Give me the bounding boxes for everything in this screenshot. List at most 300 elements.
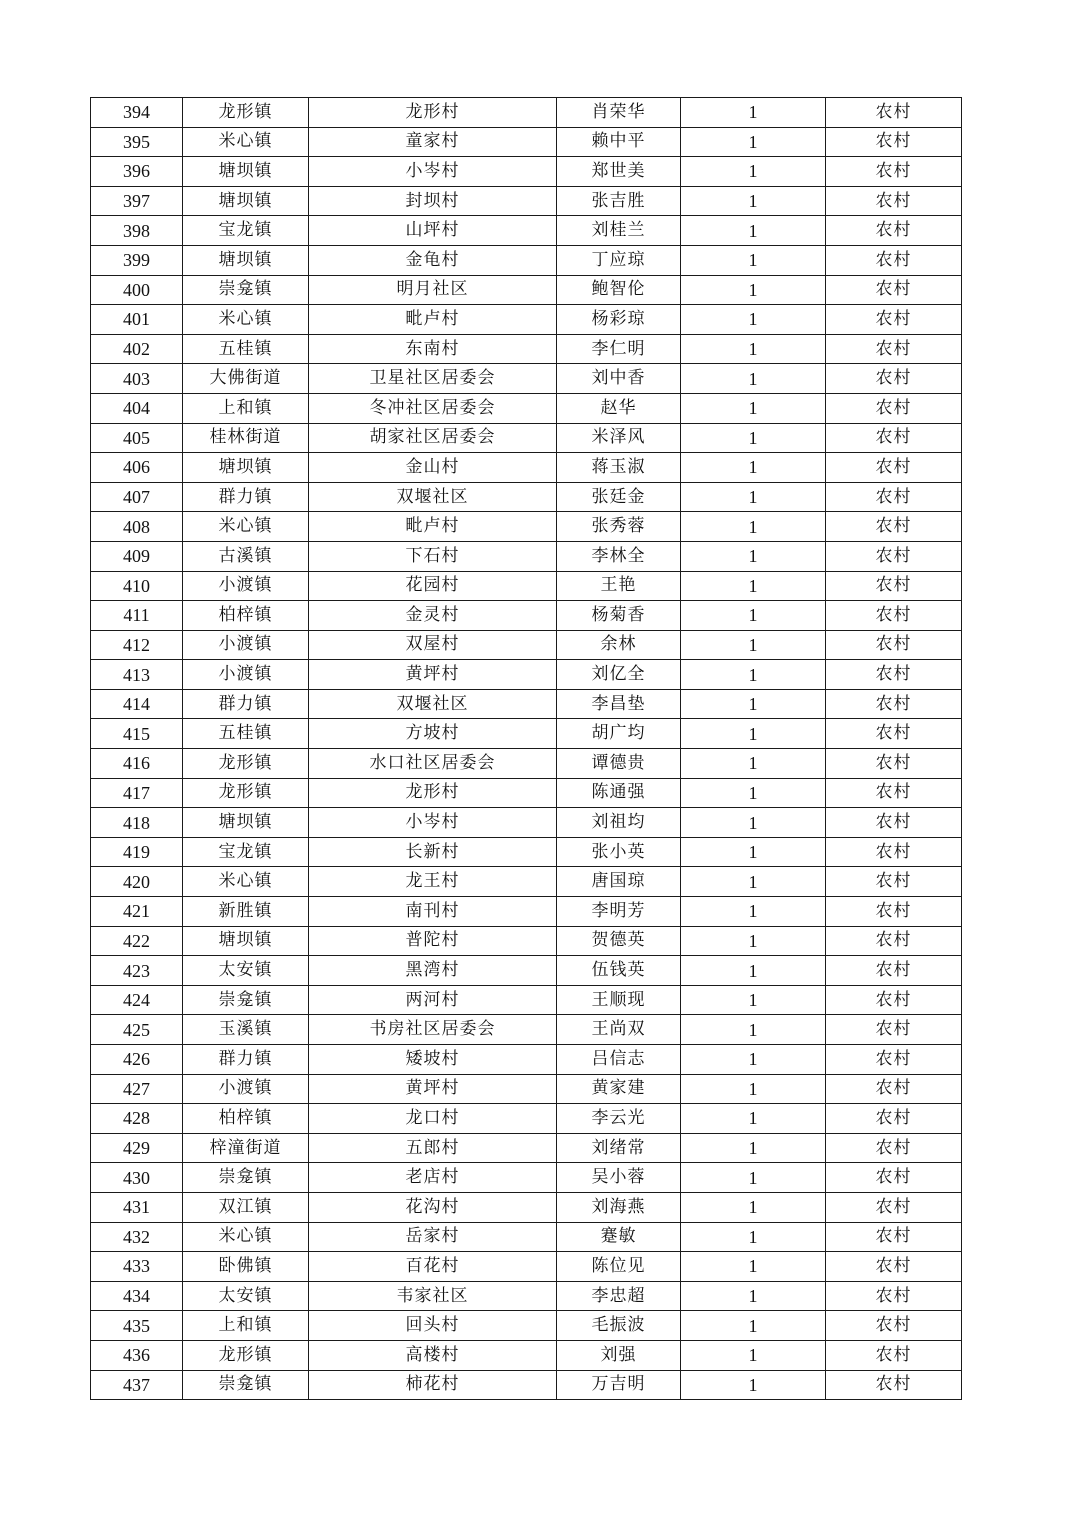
count-cell: 1: [681, 956, 826, 986]
person-name-cell: 谭德贵: [557, 749, 681, 779]
row-number-cell: 427: [91, 1074, 183, 1104]
town-cell: 崇龛镇: [183, 985, 309, 1015]
table-row: [91, 778, 962, 808]
table-row: [91, 1340, 962, 1370]
village-cell: 毗卢村: [309, 305, 557, 335]
table-row: [91, 1252, 962, 1282]
village-cell: 方坡村: [309, 719, 557, 749]
category-cell: 农村: [826, 1222, 962, 1252]
table-row: [91, 601, 962, 631]
person-name-cell: 余林: [557, 630, 681, 660]
village-cell: 百花村: [309, 1252, 557, 1282]
table-row: [91, 275, 962, 305]
village-cell: 冬冲社区居委会: [309, 393, 557, 423]
category-cell: 农村: [826, 571, 962, 601]
village-cell: 高楼村: [309, 1340, 557, 1370]
village-cell: 龙王村: [309, 867, 557, 897]
table-row: [91, 867, 962, 897]
row-number-cell: 413: [91, 660, 183, 690]
town-cell: 桂林街道: [183, 423, 309, 453]
person-name-cell: 刘祖均: [557, 808, 681, 838]
count-cell: 1: [681, 275, 826, 305]
person-name-cell: 刘亿全: [557, 660, 681, 690]
row-number-cell: 408: [91, 512, 183, 542]
roster-table: [90, 97, 962, 1400]
person-name-cell: 张秀蓉: [557, 512, 681, 542]
town-cell: 太安镇: [183, 1281, 309, 1311]
table-row: [91, 393, 962, 423]
table-row: [91, 630, 962, 660]
count-cell: 1: [681, 245, 826, 275]
row-number-cell: 417: [91, 778, 183, 808]
village-cell: 书房社区居委会: [309, 1015, 557, 1045]
person-name-cell: 胡广均: [557, 719, 681, 749]
town-cell: 柏梓镇: [183, 601, 309, 631]
category-cell: 农村: [826, 423, 962, 453]
row-number-cell: 402: [91, 334, 183, 364]
category-cell: 农村: [826, 364, 962, 394]
category-cell: 农村: [826, 98, 962, 128]
town-cell: 群力镇: [183, 1045, 309, 1075]
village-cell: 卫星社区居委会: [309, 364, 557, 394]
table-row: [91, 127, 962, 157]
row-number-cell: 400: [91, 275, 183, 305]
category-cell: 农村: [826, 305, 962, 335]
count-cell: 1: [681, 601, 826, 631]
town-cell: 米心镇: [183, 305, 309, 335]
row-number-cell: 422: [91, 926, 183, 956]
town-cell: 龙形镇: [183, 778, 309, 808]
town-cell: 卧佛镇: [183, 1252, 309, 1282]
table-row: [91, 216, 962, 246]
table-row: [91, 453, 962, 483]
town-cell: 五桂镇: [183, 719, 309, 749]
village-cell: 水口社区居委会: [309, 749, 557, 779]
table-row: [91, 897, 962, 927]
category-cell: 农村: [826, 275, 962, 305]
table-row: [91, 1104, 962, 1134]
person-name-cell: 米泽风: [557, 423, 681, 453]
row-number-cell: 403: [91, 364, 183, 394]
person-name-cell: 张小英: [557, 837, 681, 867]
village-cell: 韦家社区: [309, 1281, 557, 1311]
person-name-cell: 万吉明: [557, 1370, 681, 1400]
village-cell: 矮坡村: [309, 1045, 557, 1075]
village-cell: 黑湾村: [309, 956, 557, 986]
village-cell: 南刊村: [309, 897, 557, 927]
category-cell: 农村: [826, 1074, 962, 1104]
village-cell: 小岑村: [309, 808, 557, 838]
count-cell: 1: [681, 364, 826, 394]
category-cell: 农村: [826, 985, 962, 1015]
town-cell: 塘坝镇: [183, 926, 309, 956]
row-number-cell: 395: [91, 127, 183, 157]
table-row: [91, 334, 962, 364]
table-row: [91, 749, 962, 779]
person-name-cell: 李仁明: [557, 334, 681, 364]
count-cell: 1: [681, 1163, 826, 1193]
row-number-cell: 432: [91, 1222, 183, 1252]
town-cell: 玉溪镇: [183, 1015, 309, 1045]
row-number-cell: 405: [91, 423, 183, 453]
table-row: [91, 837, 962, 867]
category-cell: 农村: [826, 778, 962, 808]
count-cell: 1: [681, 1370, 826, 1400]
count-cell: 1: [681, 837, 826, 867]
roster-body: [91, 98, 962, 1400]
village-cell: 明月社区: [309, 275, 557, 305]
category-cell: 农村: [826, 1340, 962, 1370]
village-cell: 两河村: [309, 985, 557, 1015]
count-cell: 1: [681, 216, 826, 246]
row-number-cell: 435: [91, 1311, 183, 1341]
row-number-cell: 404: [91, 393, 183, 423]
count-cell: 1: [681, 1311, 826, 1341]
row-number-cell: 418: [91, 808, 183, 838]
town-cell: 塘坝镇: [183, 808, 309, 838]
person-name-cell: 伍钱英: [557, 956, 681, 986]
table-row: [91, 1045, 962, 1075]
category-cell: 农村: [826, 837, 962, 867]
count-cell: 1: [681, 127, 826, 157]
village-cell: 小岑村: [309, 157, 557, 187]
count-cell: 1: [681, 808, 826, 838]
count-cell: 1: [681, 423, 826, 453]
person-name-cell: 陈位见: [557, 1252, 681, 1282]
person-name-cell: 刘绪常: [557, 1133, 681, 1163]
category-cell: 农村: [826, 660, 962, 690]
count-cell: 1: [681, 867, 826, 897]
village-cell: 长新村: [309, 837, 557, 867]
person-name-cell: 毛振波: [557, 1311, 681, 1341]
count-cell: 1: [681, 985, 826, 1015]
person-name-cell: 刘桂兰: [557, 216, 681, 246]
category-cell: 农村: [826, 157, 962, 187]
village-cell: 普陀村: [309, 926, 557, 956]
village-cell: 老店村: [309, 1163, 557, 1193]
count-cell: 1: [681, 512, 826, 542]
village-cell: 岳家村: [309, 1222, 557, 1252]
person-name-cell: 刘海燕: [557, 1192, 681, 1222]
town-cell: 柏梓镇: [183, 1104, 309, 1134]
category-cell: 农村: [826, 216, 962, 246]
row-number-cell: 398: [91, 216, 183, 246]
count-cell: 1: [681, 660, 826, 690]
row-number-cell: 423: [91, 956, 183, 986]
category-cell: 农村: [826, 186, 962, 216]
town-cell: 塘坝镇: [183, 186, 309, 216]
person-name-cell: 蹇敏: [557, 1222, 681, 1252]
table-row: [91, 541, 962, 571]
category-cell: 农村: [826, 482, 962, 512]
row-number-cell: 414: [91, 689, 183, 719]
table-row: [91, 1163, 962, 1193]
count-cell: 1: [681, 157, 826, 187]
village-cell: 金山村: [309, 453, 557, 483]
town-cell: 梓潼街道: [183, 1133, 309, 1163]
table-row: [91, 186, 962, 216]
count-cell: 1: [681, 749, 826, 779]
row-number-cell: 416: [91, 749, 183, 779]
town-cell: 崇龛镇: [183, 1370, 309, 1400]
table-row: [91, 1192, 962, 1222]
person-name-cell: 李昌垫: [557, 689, 681, 719]
category-cell: 农村: [826, 897, 962, 927]
village-cell: 毗卢村: [309, 512, 557, 542]
town-cell: 新胜镇: [183, 897, 309, 927]
village-cell: 花沟村: [309, 1192, 557, 1222]
town-cell: 龙形镇: [183, 749, 309, 779]
table-row: [91, 660, 962, 690]
table-row: [91, 571, 962, 601]
table-row: [91, 689, 962, 719]
row-number-cell: 394: [91, 98, 183, 128]
row-number-cell: 409: [91, 541, 183, 571]
category-cell: 农村: [826, 926, 962, 956]
row-number-cell: 434: [91, 1281, 183, 1311]
village-cell: 山坪村: [309, 216, 557, 246]
count-cell: 1: [681, 630, 826, 660]
village-cell: 下石村: [309, 541, 557, 571]
count-cell: 1: [681, 98, 826, 128]
person-name-cell: 李明芳: [557, 897, 681, 927]
person-name-cell: 杨菊香: [557, 601, 681, 631]
category-cell: 农村: [826, 1311, 962, 1341]
row-number-cell: 415: [91, 719, 183, 749]
table-row: [91, 926, 962, 956]
person-name-cell: 陈通强: [557, 778, 681, 808]
table-row: [91, 482, 962, 512]
town-cell: 崇龛镇: [183, 1163, 309, 1193]
category-cell: 农村: [826, 453, 962, 483]
category-cell: 农村: [826, 512, 962, 542]
row-number-cell: 399: [91, 245, 183, 275]
table-row: [91, 1370, 962, 1400]
count-cell: 1: [681, 305, 826, 335]
table-row: [91, 1222, 962, 1252]
village-cell: 金龟村: [309, 245, 557, 275]
person-name-cell: 刘强: [557, 1340, 681, 1370]
person-name-cell: 贺德英: [557, 926, 681, 956]
row-number-cell: 407: [91, 482, 183, 512]
town-cell: 太安镇: [183, 956, 309, 986]
town-cell: 龙形镇: [183, 1340, 309, 1370]
town-cell: 五桂镇: [183, 334, 309, 364]
town-cell: 米心镇: [183, 127, 309, 157]
town-cell: 古溪镇: [183, 541, 309, 571]
village-cell: 花园村: [309, 571, 557, 601]
town-cell: 上和镇: [183, 393, 309, 423]
table-row: [91, 808, 962, 838]
town-cell: 小渡镇: [183, 660, 309, 690]
village-cell: 黄坪村: [309, 660, 557, 690]
table-row: [91, 1133, 962, 1163]
town-cell: 上和镇: [183, 1311, 309, 1341]
row-number-cell: 433: [91, 1252, 183, 1282]
person-name-cell: 唐国琼: [557, 867, 681, 897]
village-cell: 龙口村: [309, 1104, 557, 1134]
village-cell: 封坝村: [309, 186, 557, 216]
table-row: [91, 364, 962, 394]
table-row: [91, 1311, 962, 1341]
village-cell: 龙形村: [309, 98, 557, 128]
count-cell: 1: [681, 482, 826, 512]
category-cell: 农村: [826, 749, 962, 779]
person-name-cell: 张吉胜: [557, 186, 681, 216]
category-cell: 农村: [826, 1370, 962, 1400]
person-name-cell: 鲍智伦: [557, 275, 681, 305]
village-cell: 童家村: [309, 127, 557, 157]
person-name-cell: 赖中平: [557, 127, 681, 157]
count-cell: 1: [681, 571, 826, 601]
row-number-cell: 406: [91, 453, 183, 483]
category-cell: 农村: [826, 689, 962, 719]
town-cell: 米心镇: [183, 512, 309, 542]
row-number-cell: 429: [91, 1133, 183, 1163]
person-name-cell: 王顺现: [557, 985, 681, 1015]
category-cell: 农村: [826, 1045, 962, 1075]
count-cell: 1: [681, 334, 826, 364]
town-cell: 群力镇: [183, 689, 309, 719]
count-cell: 1: [681, 1074, 826, 1104]
village-cell: 东南村: [309, 334, 557, 364]
category-cell: 农村: [826, 1104, 962, 1134]
person-name-cell: 张廷金: [557, 482, 681, 512]
person-name-cell: 吕信志: [557, 1045, 681, 1075]
town-cell: 塘坝镇: [183, 245, 309, 275]
count-cell: 1: [681, 1192, 826, 1222]
village-cell: 回头村: [309, 1311, 557, 1341]
row-number-cell: 425: [91, 1015, 183, 1045]
table-row: [91, 985, 962, 1015]
category-cell: 农村: [826, 601, 962, 631]
category-cell: 农村: [826, 956, 962, 986]
town-cell: 群力镇: [183, 482, 309, 512]
category-cell: 农村: [826, 1281, 962, 1311]
town-cell: 双江镇: [183, 1192, 309, 1222]
count-cell: 1: [681, 926, 826, 956]
person-name-cell: 肖荣华: [557, 98, 681, 128]
person-name-cell: 刘中香: [557, 364, 681, 394]
count-cell: 1: [681, 719, 826, 749]
row-number-cell: 428: [91, 1104, 183, 1134]
town-cell: 宝龙镇: [183, 837, 309, 867]
category-cell: 农村: [826, 719, 962, 749]
person-name-cell: 蒋玉淑: [557, 453, 681, 483]
town-cell: 小渡镇: [183, 571, 309, 601]
table-row: [91, 1281, 962, 1311]
row-number-cell: 419: [91, 837, 183, 867]
village-cell: 双屋村: [309, 630, 557, 660]
category-cell: 农村: [826, 808, 962, 838]
village-cell: 胡家社区居委会: [309, 423, 557, 453]
village-cell: 金灵村: [309, 601, 557, 631]
row-number-cell: 426: [91, 1045, 183, 1075]
category-cell: 农村: [826, 1133, 962, 1163]
person-name-cell: 赵华: [557, 393, 681, 423]
village-cell: 双堰社区: [309, 482, 557, 512]
person-name-cell: 杨彩琼: [557, 305, 681, 335]
count-cell: 1: [681, 1133, 826, 1163]
count-cell: 1: [681, 1340, 826, 1370]
count-cell: 1: [681, 1281, 826, 1311]
row-number-cell: 420: [91, 867, 183, 897]
person-name-cell: 李云光: [557, 1104, 681, 1134]
town-cell: 塘坝镇: [183, 453, 309, 483]
village-cell: 五郎村: [309, 1133, 557, 1163]
row-number-cell: 437: [91, 1370, 183, 1400]
count-cell: 1: [681, 689, 826, 719]
category-cell: 农村: [826, 127, 962, 157]
village-cell: 双堰社区: [309, 689, 557, 719]
category-cell: 农村: [826, 1252, 962, 1282]
category-cell: 农村: [826, 334, 962, 364]
person-name-cell: 丁应琼: [557, 245, 681, 275]
person-name-cell: 王尚双: [557, 1015, 681, 1045]
category-cell: 农村: [826, 1163, 962, 1193]
table-row: [91, 423, 962, 453]
category-cell: 农村: [826, 245, 962, 275]
row-number-cell: 397: [91, 186, 183, 216]
table-row: [91, 98, 962, 128]
row-number-cell: 436: [91, 1340, 183, 1370]
count-cell: 1: [681, 897, 826, 927]
category-cell: 农村: [826, 867, 962, 897]
table-row: [91, 512, 962, 542]
category-cell: 农村: [826, 541, 962, 571]
row-number-cell: 410: [91, 571, 183, 601]
count-cell: 1: [681, 778, 826, 808]
village-cell: 龙形村: [309, 778, 557, 808]
category-cell: 农村: [826, 1015, 962, 1045]
town-cell: 米心镇: [183, 867, 309, 897]
row-number-cell: 412: [91, 630, 183, 660]
count-cell: 1: [681, 186, 826, 216]
person-name-cell: 吴小蓉: [557, 1163, 681, 1193]
count-cell: 1: [681, 541, 826, 571]
town-cell: 塘坝镇: [183, 157, 309, 187]
row-number-cell: 424: [91, 985, 183, 1015]
row-number-cell: 411: [91, 601, 183, 631]
row-number-cell: 421: [91, 897, 183, 927]
town-cell: 小渡镇: [183, 1074, 309, 1104]
table-row: [91, 956, 962, 986]
count-cell: 1: [681, 1104, 826, 1134]
person-name-cell: 王艳: [557, 571, 681, 601]
count-cell: 1: [681, 1222, 826, 1252]
town-cell: 米心镇: [183, 1222, 309, 1252]
table-row: [91, 305, 962, 335]
count-cell: 1: [681, 393, 826, 423]
village-cell: 黄坪村: [309, 1074, 557, 1104]
category-cell: 农村: [826, 1192, 962, 1222]
village-cell: 柿花村: [309, 1370, 557, 1400]
table-row: [91, 245, 962, 275]
town-cell: 宝龙镇: [183, 216, 309, 246]
town-cell: 大佛街道: [183, 364, 309, 394]
table-row: [91, 157, 962, 187]
town-cell: 崇龛镇: [183, 275, 309, 305]
table-row: [91, 719, 962, 749]
town-cell: 龙形镇: [183, 98, 309, 128]
category-cell: 农村: [826, 630, 962, 660]
table-row: [91, 1015, 962, 1045]
row-number-cell: 396: [91, 157, 183, 187]
row-number-cell: 430: [91, 1163, 183, 1193]
person-name-cell: 李忠超: [557, 1281, 681, 1311]
person-name-cell: 李林全: [557, 541, 681, 571]
count-cell: 1: [681, 1252, 826, 1282]
